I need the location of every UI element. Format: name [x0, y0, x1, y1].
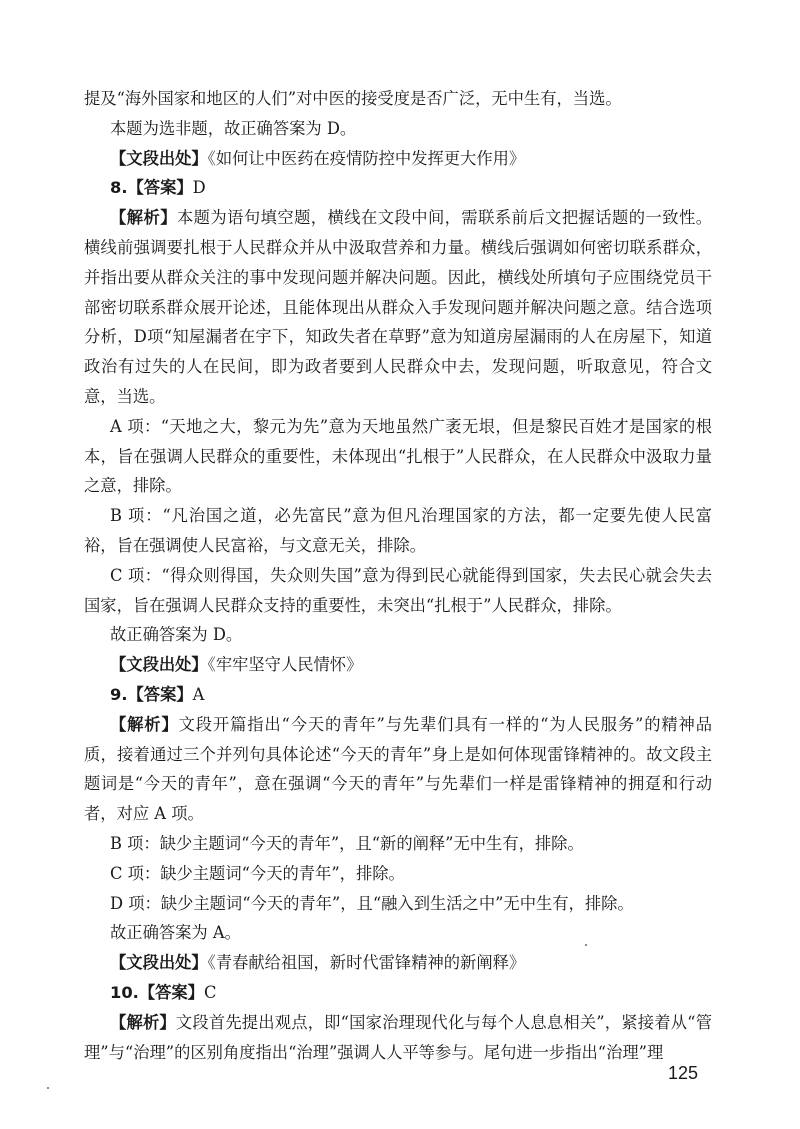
analysis-paragraph	[84, 1008, 712, 1068]
paragraph-text: 《如何让中医药在疫情防控中发挥更大作用》	[207, 148, 526, 168]
paragraph-text: A	[192, 684, 205, 704]
scan-speck	[585, 944, 587, 946]
paragraph-text: C 项：缺少主题词“今天的青年”，排除。	[110, 863, 405, 883]
source-label: 【文段出处】	[110, 148, 208, 168]
analysis-label: 【解析】	[110, 208, 177, 228]
source-line	[84, 948, 712, 978]
paragraph-text: B 项：缺少主题词“今天的青年”，且“新的阐释”无中生有，排除。	[110, 833, 584, 853]
page-body	[84, 84, 712, 1067]
analysis-paragraph	[84, 710, 712, 829]
body-paragraph	[84, 501, 712, 561]
answer-line	[84, 680, 712, 710]
paragraph-text: D	[192, 178, 206, 198]
paragraph-text: 本题为选非题，故正确答案为 D。	[110, 118, 357, 138]
paragraph-text: 提及“海外国家和地区的人们”对中医的接受度是否广泛，无中生有，当选。	[84, 89, 622, 108]
answer-line	[84, 978, 712, 1008]
paragraph-text: 《牢牢坚守人民情怀》	[207, 655, 363, 675]
source-line	[84, 144, 712, 174]
body-paragraph	[84, 829, 712, 859]
paragraph-text: A 项：“天地之大，黎元为先”意为天地虽然广袤无垠，但是黎民百姓才是国家的根本，旨在强调人民群众的重要性，未体现出“扎根于”人民群众，在人民群众中汲取力量之意，排除。	[84, 416, 712, 496]
body-paragraph	[84, 412, 712, 501]
paragraph-text: C 项：“得众则得国，失众则失国”意为得到民心就能得到国家，失去民心就会失去国家，旨在强调人民群众支持的重要性，未突出“扎根于”人民群众，排除。	[84, 565, 712, 615]
body-paragraph	[84, 114, 712, 144]
answer-line	[84, 173, 712, 203]
body-paragraph	[84, 859, 712, 889]
paragraph-text: 本题为语句填空题，横线在文段中间，需联系前后文把握话题的一致性。横线前强调要扎根于人民群众并从中汲取营养和力量。横线后强调如何密切联系群众，并指出要从群众关注的事中发现问题并解决问题。因此，横线处所填句子应围绕党员干部密切联系群众展开论述，且能体现出从群众入手发现问题并解决问题之意。结合选项分析，D项“知屋漏者在宇下，知政失者在草野”意为知道房屋漏雨的人在房屋下，知道政治有过失的人在民间，即为政者要到人民群众中去，发现问题，听取意见，符合文意，当选。	[84, 208, 712, 406]
body-paragraph	[84, 889, 712, 919]
paragraph-text: 文段开篇指出“今天的青年”与先辈们具有一样的“为人民服务”的精神品质，接着通过三个并列句具体论述“今天的青年”身上是如何体现雷锋精神的。故文段主题词是“今天的青年”，意在强调“今天的青年”与先辈们一样是雷锋精神的拥趸和行动者，对应 A 项。	[84, 714, 712, 824]
paragraph-text: 故正确答案为 D。	[110, 625, 243, 645]
paragraph-text: 文段首先提出观点，即“国家治理现代化与每个人息息相关”，紧接着从“管理”与“治理”的区别角度指出“治理”强调人人平等参与。尾句进一步指出“治理”理	[84, 1012, 712, 1062]
body-paragraph	[84, 918, 712, 948]
paragraph-text: B 项：“凡治国之道，必先富民”意为但凡治理国家的方法，都一定要先使人民富裕，旨在强调使人民富裕，与文意无关，排除。	[84, 506, 712, 555]
source-label: 【文段出处】	[110, 655, 208, 675]
page-number: 125	[668, 1063, 699, 1083]
paragraph-text: C	[203, 982, 217, 1002]
scan-speck	[47, 1087, 49, 1089]
analysis-paragraph	[84, 203, 712, 412]
source-line	[84, 650, 712, 680]
answer-label: 10.【答案】	[110, 982, 204, 1002]
answer-label: 8.【答案】	[110, 178, 193, 198]
paragraph-text: D 项：缺少主题词“今天的青年”，且“融入到生活之中”无中生有，排除。	[110, 893, 634, 913]
analysis-label: 【解析】	[110, 714, 179, 734]
paragraph-text: 《青春献给祖国，新时代雷锋精神的新阐释》	[207, 953, 526, 973]
answer-label: 9.【答案】	[110, 684, 193, 704]
analysis-label: 【解析】	[110, 1012, 176, 1032]
source-label: 【文段出处】	[110, 953, 208, 973]
body-paragraph	[84, 84, 712, 114]
paragraph-text: 故正确答案为 A。	[110, 923, 241, 943]
body-paragraph	[84, 620, 712, 650]
body-paragraph	[84, 561, 712, 621]
